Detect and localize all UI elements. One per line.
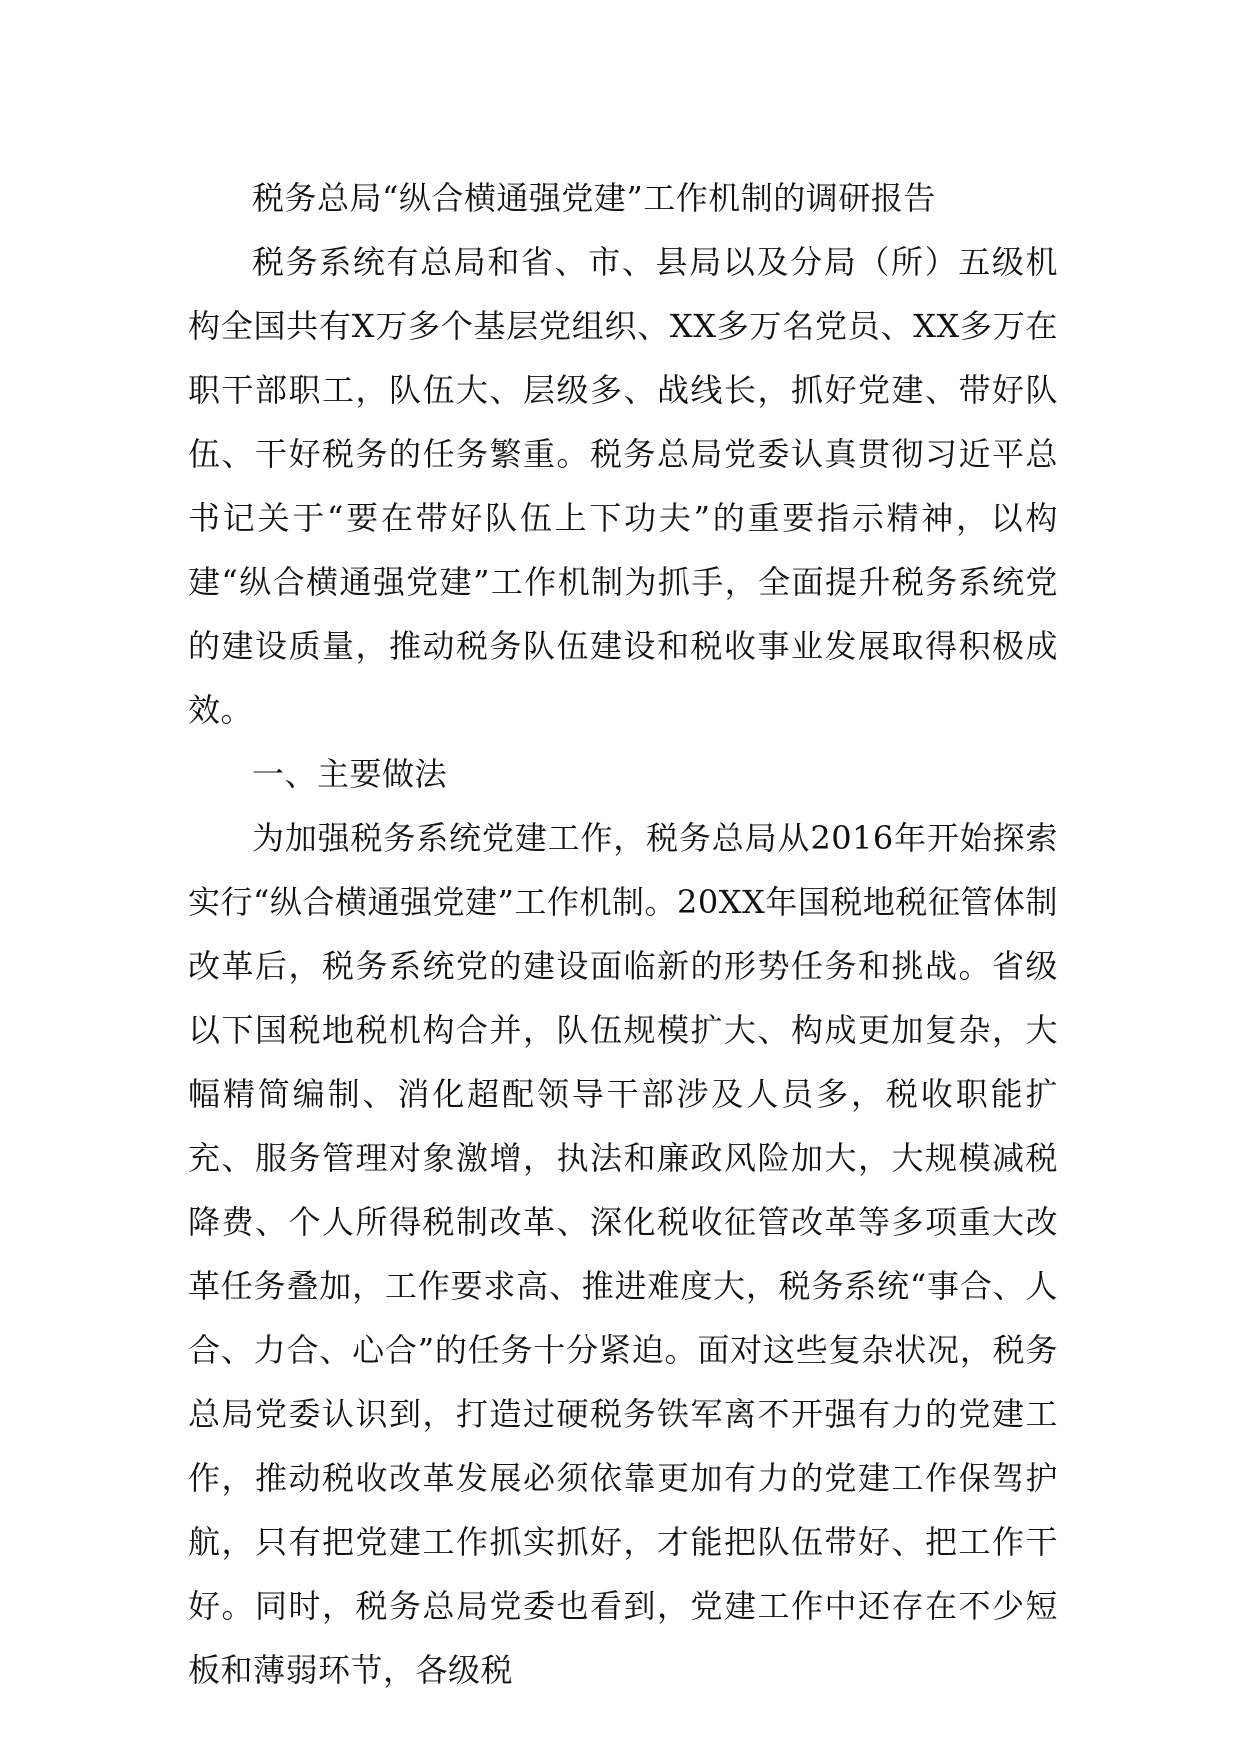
paragraph-intro: 税务系统有总局和省、市、县局以及分局（所）五级机构全国共有X万多个基层党组织、XX多万名党员、XX多万在职干部职工，队伍大、层级多、战线长，抓好党建、带好队伍、干好税务的任务繁重。税务总局党委认真贯彻习近平总书记关于“要在带好队伍上下功夫”的重要指示精神，以构建“纵合横通强党建”工作机制为抓手，全面提升税务系统党的建设质量，推动税务队伍建设和税收事业发展取得积极成效。: [188, 243, 1058, 729]
document-title: 税务总局“纵合横通强党建”工作机制的调研报告: [252, 179, 936, 217]
document-body: [188, 166, 1058, 1702]
section-heading: 一、主要做法: [252, 755, 448, 793]
paragraph-main-practices: 为加强税务系统党建工作，税务总局从2016年开始探索实行“纵合横通强党建”工作机制。20XX年国税地税征管体制改革后，税务系统党的建设面临新的形势任务和挑战。省级以下国税地税机构合并，队伍规模扩大、构成更加复杂，大幅精简编制、消化超配领导干部涉及人员多，税收职能扩充、服务管理对象激增，执法和廉政风险加大，大规模减税降费、个人所得税制改革、深化税收征管改革等多项重大改革任务叠加，工作要求高、推进难度大，税务系统“事合、人合、力合、心合”的任务十分紧迫。面对这些复杂状况，税务总局党委认识到，打造过硬税务铁军离不开强有力的党建工作，推动税收改革发展必须依靠更加有力的党建工作保驾护航，只有把党建工作抓实抓好，才能把队伍带好、把工作干好。同时，税务总局党委也看到，党建工作中还存在不少短板和薄弱环节，各级税: [188, 819, 1058, 1689]
